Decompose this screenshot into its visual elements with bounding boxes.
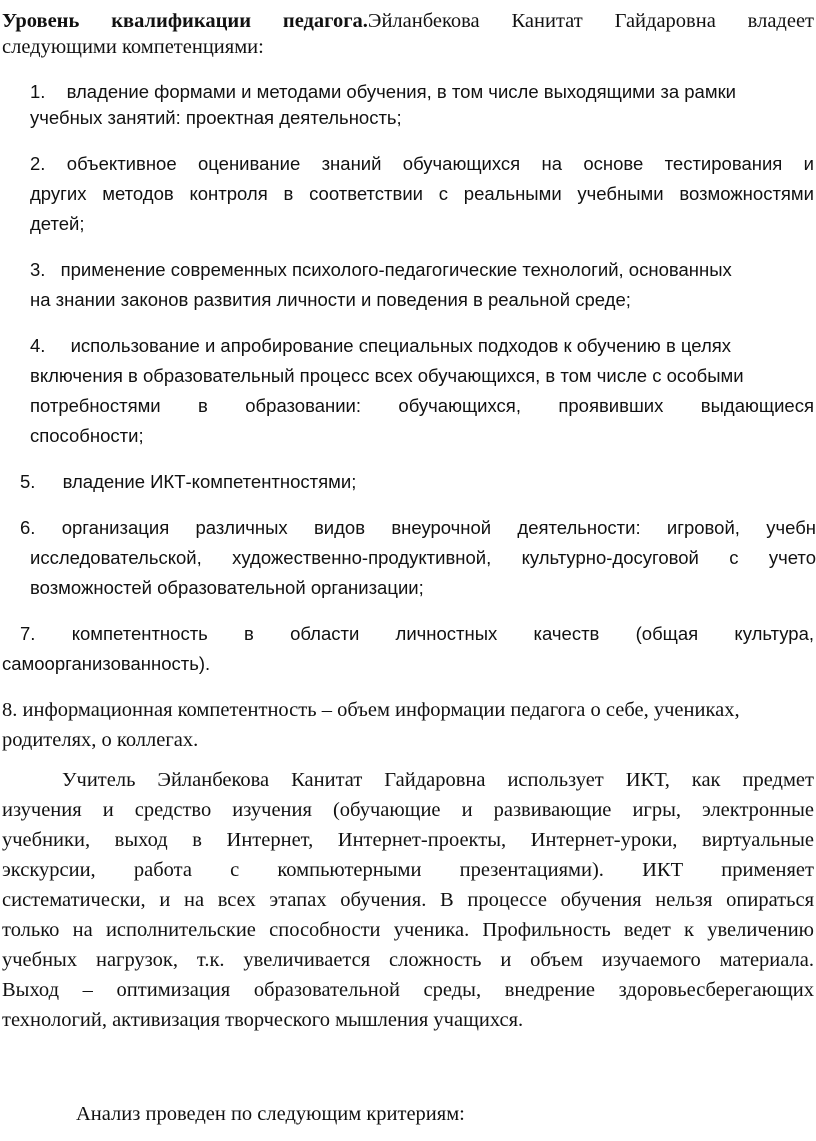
list-item-4 bbox=[30, 333, 816, 359]
paragraph-line-5: систематически, и на всех этапах обучения. В процессе обучения нельзя опираться bbox=[2, 889, 814, 911]
list-item-5 bbox=[20, 469, 356, 495]
list-item-text: объективное оценивание знаний обучающихся на основе тестирования и bbox=[66, 153, 814, 174]
paragraph-line-1: Учитель Эйланбекова Канитат Гайдаровна использует ИКТ, как предмет bbox=[62, 769, 814, 791]
intro-line-2: следующими компетенциями: bbox=[2, 36, 264, 58]
list-item-number: 1. bbox=[30, 81, 46, 102]
list-item-number: 8. bbox=[2, 699, 18, 721]
list-item-1 bbox=[30, 79, 816, 105]
list-item-2 bbox=[30, 151, 814, 177]
list-item-number: 5. bbox=[20, 471, 36, 492]
list-item-4-line-2: включения в образовательный процесс всех обучающихся, в том числе с особыми bbox=[30, 365, 744, 386]
intro-line-1-rest: Эйланбекова Канитат Гайдаровна владеет bbox=[367, 10, 815, 32]
list-item-text: владение формами и методами обучения, в том числе выходящими за рамки bbox=[66, 81, 736, 102]
list-item-7-line-2: самоорганизованность). bbox=[2, 653, 211, 674]
list-item-2-line-3: детей; bbox=[30, 213, 85, 234]
list-item-8-line-2: родителях, о коллегах. bbox=[2, 729, 199, 751]
list-item-text: организация различных видов внеурочной деятельности: игровой, учебн bbox=[61, 517, 816, 538]
list-item-number: 7. bbox=[20, 623, 36, 644]
list-item-text: применение современных психолого-педагогические технологий, основанных bbox=[60, 259, 732, 280]
list-item-8 bbox=[2, 697, 740, 723]
paragraph-line-6: только на исполнительские способности ученика. Профильность ведет к увеличению bbox=[2, 919, 814, 941]
list-item-number: 3. bbox=[30, 259, 46, 280]
list-item-1-line-2: учебных занятий: проектная деятельность; bbox=[30, 107, 402, 128]
paragraph-line-3: учебники, выход в Интернет, Интернет-проекты, Интернет-уроки, виртуальные bbox=[2, 829, 814, 851]
list-item-3 bbox=[30, 257, 816, 283]
paragraph-line-9: технологий, активизация творческого мышления учащихся. bbox=[2, 1009, 524, 1031]
list-item-number: 4. bbox=[30, 335, 46, 356]
list-item-text: компетентность в области личностных качеств (общая культура, bbox=[71, 623, 815, 644]
list-item-4-line-4: способности; bbox=[30, 425, 144, 446]
list-item-text: владение ИКТ-компетентностями; bbox=[62, 471, 357, 492]
list-item-6-line-3: возможностей образовательной организации; bbox=[30, 577, 424, 598]
list-item-number: 2. bbox=[30, 153, 46, 174]
paragraph-line-4: экскурсии, работа с компьютерными презентациями). ИКТ применяет bbox=[2, 859, 814, 881]
intro-line-1 bbox=[2, 8, 814, 34]
list-item-7 bbox=[20, 621, 814, 647]
list-item-2-line-2: других методов контроля в соответствии с реальными учебными возможностями bbox=[30, 183, 814, 204]
paragraph-line-7: учебных нагрузок, т.к. увеличивается сложность и объем изучаемого материала. bbox=[2, 949, 814, 971]
list-item-number: 6. bbox=[20, 517, 36, 538]
paragraph-line-8: Выход – оптимизация образовательной среды, внедрение здоровьесберегающих bbox=[2, 979, 814, 1001]
list-item-3-line-2: на знании законов развития личности и поведения в реальной среде; bbox=[30, 289, 631, 310]
paragraph-line-2: изучения и средство изучения (обучающие и развивающие игры, электронные bbox=[2, 799, 814, 821]
list-item-4-line-3: потребностями в образовании: обучающихся, проявивших выдающиеся bbox=[30, 395, 814, 416]
closing-line: Анализ проведен по следующим критериям: bbox=[76, 1103, 465, 1125]
intro-heading: Уровень квалификации педагога. bbox=[2, 10, 368, 32]
list-item-text: информационная компетентность – объем информации педагога о себе, учениках, bbox=[22, 699, 740, 721]
list-item-6 bbox=[20, 515, 816, 541]
list-item-6-line-2: исследовательской, художественно-продуктивной, культурно-досуговой с учето bbox=[30, 547, 816, 568]
list-item-text: использование и апробирование специальных подходов к обучению в целях bbox=[70, 335, 732, 356]
